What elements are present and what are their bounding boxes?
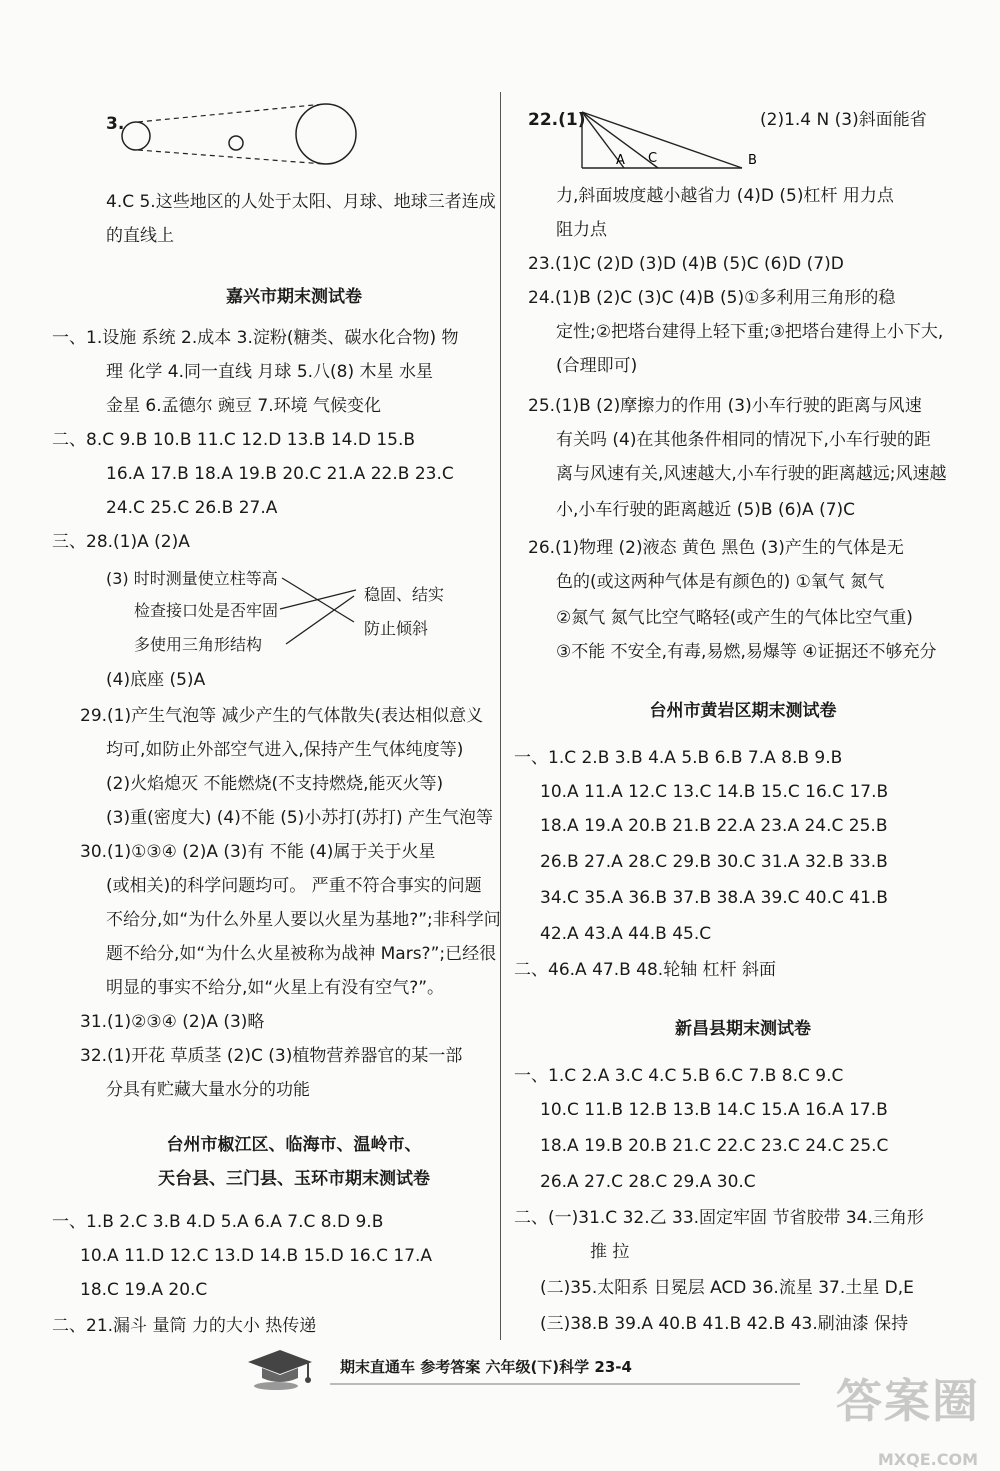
right-line: 26.A 27.C 28.C 29.A 30.C [540, 1172, 756, 1192]
left-line: 题不给分,如“为什么火星被称为战神 Mars?”;已经很 [106, 944, 497, 964]
right-line: 34.C 35.A 36.B 37.B 38.A 39.C 40.C 41.B [540, 888, 888, 908]
match-left-item: 检查接口处是否牢固 [134, 601, 279, 620]
left-line: 24.C 25.C 26.B 27.A [106, 498, 278, 518]
left-line: 10.A 11.D 12.C 13.D 14.B 15.D 16.C 17.A [80, 1246, 433, 1266]
footer-rule [330, 1383, 800, 1385]
left-line: 16.A 17.B 18.A 19.B 20.C 21.A 22.B 23.C [106, 464, 454, 484]
section-title-huangyan: 台州市黄岩区期末测试卷 [649, 701, 837, 721]
right-line: 10.A 11.A 12.C 13.C 14.B 15.C 16.C 17.B [540, 782, 889, 802]
earth-circle [122, 122, 150, 150]
section-title-xinchang: 新昌县期末测试卷 [675, 1019, 811, 1039]
ray-top [138, 104, 324, 122]
sun-moon-earth-diagram [118, 100, 358, 160]
left-line: 理 化学 4.同一直线 月球 5.八(8) 木星 水星 [106, 362, 433, 382]
q22-label: 22.(1) [528, 110, 586, 130]
right-line: 力,斜面坡度越小越省力 (4)D (5)杠杆 用力点 [556, 186, 894, 206]
left-line: 4.C 5.这些地区的人处于太阳、月球、地球三者连成 [106, 192, 496, 212]
left-line: 不给分,如“为什么外星人要以火星为基地?”;非科学问 [106, 910, 501, 930]
right-line: 10.C 11.B 12.B 13.B 14.C 15.A 16.A 17.B [540, 1100, 888, 1120]
match-right-item: 稳固、结实 [364, 585, 445, 604]
left-line: (3)重(密度大) (4)不能 (5)小苏打(苏打) 产生气泡等 [106, 808, 493, 828]
left-line: 29.(1)产生气泡等 减少产生的气体散失(表达相似意义 [80, 706, 484, 726]
incline-triangle-diagram [580, 108, 760, 172]
right-line: 二、46.A 47.B 48.轮轴 杠杆 斜面 [514, 960, 777, 980]
left-line: 的直线上 [106, 226, 174, 246]
right-line: ②氮气 氮气比空气略轻(或产生的气体比空气重) [556, 608, 913, 628]
right-line: (合理即可) [556, 356, 638, 376]
left-line: 32.(1)开花 草质茎 (2)C (3)植物营养器官的某一部 [80, 1046, 463, 1066]
watermark-url: MXQE.COM [877, 1450, 978, 1469]
right-line: 有关吗 (4)在其他条件相同的情况下,小车行驶的距 [556, 430, 931, 450]
match-right-item: 防止倾斜 [364, 619, 429, 638]
section-title-jiaxing: 嘉兴市期末测试卷 [226, 287, 362, 307]
left-line: 均可,如防止外部空气进入,保持产生气体纯度等) [106, 740, 464, 760]
column-divider [500, 92, 501, 1340]
watermark: 答案圈 [836, 1374, 980, 1428]
left-line: 明显的事实不给分,如“火星上有没有空气?”。 [106, 978, 445, 998]
matching-lines [88, 560, 388, 660]
right-line: 一、1.C 2.A 3.C 4.C 5.B 6.C 7.B 8.C 9.C [514, 1066, 844, 1086]
right-line: 26.B 27.A 28.C 29.B 30.C 31.A 32.B 33.B [540, 852, 888, 872]
incline-label-c: C [648, 151, 658, 166]
left-line: 18.C 19.A 20.C [80, 1280, 208, 1300]
right-line: 42.A 43.A 44.B 45.C [540, 924, 712, 944]
left-line: 三、28.(1)A (2)A [52, 532, 190, 552]
right-line: (三)38.B 39.A 40.B 41.B 42.B 43.刷油漆 保持 [540, 1314, 909, 1334]
section-title-taizhou-multi-2: 天台县、三门县、玉环市期末测试卷 [158, 1169, 430, 1189]
q3-label: 3. [106, 114, 125, 134]
match-left-item: 多使用三角形结构 [134, 635, 263, 654]
left-line: (4)底座 (5)A [106, 670, 206, 690]
page-footer [220, 1350, 800, 1390]
right-line: 阻力点 [556, 220, 607, 240]
right-line: 18.A 19.A 20.B 21.B 22.A 23.A 24.C 25.B [540, 816, 888, 836]
left-line: 金星 6.孟德尔 豌豆 7.环境 气候变化 [106, 396, 382, 416]
graduation-cap-icon [240, 1344, 320, 1390]
right-line: 定性;②把塔台建得上轻下重;③把塔台建得上小下大, [556, 322, 944, 342]
right-line: 二、(一)31.C 32.乙 33.固定牢固 节省胶带 34.三角形 [514, 1208, 924, 1228]
right-line: 24.(1)B (2)C (3)C (4)B (5)①多利用三角形的稳 [528, 288, 896, 308]
right-line: 色的(或这两种气体是有颜色的) ①氧气 氮气 [556, 572, 885, 592]
left-line: 30.(1)①③④ (2)A (3)有 不能 (4)属于关于火星 [80, 842, 436, 862]
right-line: (二)35.太阳系 日冕层 ACD 36.流星 37.土星 D,E [540, 1278, 914, 1298]
right-line: 推 拉 [590, 1242, 630, 1262]
match-left-item: (3) 时时测量使立柱等高 [106, 569, 278, 588]
incline-label-a: A [616, 153, 625, 168]
right-line: ③不能 不安全,有毒,易燃,易爆等 ④证据还不够充分 [556, 642, 937, 662]
left-line: 31.(1)②③④ (2)A (3)略 [80, 1012, 265, 1032]
footer-text: 期末直通车 参考答案 六年级(下)科学 23-4 [340, 1358, 632, 1376]
right-line: (2)1.4 N (3)斜面能省 [760, 110, 927, 130]
right-line: 18.A 19.B 20.B 21.C 22.C 23.C 24.C 25.C [540, 1136, 889, 1156]
moon-circle [229, 136, 243, 150]
right-line: 26.(1)物理 (2)液态 黄色 黑色 (3)产生的气体是无 [528, 538, 904, 558]
left-line: 二、21.漏斗 量筒 力的大小 热传递 [52, 1316, 317, 1336]
left-line: (或相关)的科学问题均可。 严重不符合事实的问题 [106, 876, 482, 896]
right-line: 25.(1)B (2)摩擦力的作用 (3)小车行驶的距离与风速 [528, 396, 922, 416]
ray-bottom [138, 150, 324, 164]
sun-circle [296, 104, 356, 164]
section-title-taizhou-multi-1: 台州市椒江区、临海市、温岭市、 [166, 1135, 422, 1155]
right-line: 离与风速有关,风速越大,小车行驶的距离越远;风速越 [556, 464, 947, 484]
incline-label-b: B [748, 153, 757, 168]
left-line: 一、1.B 2.C 3.B 4.D 5.A 6.A 7.C 8.D 9.B [52, 1212, 384, 1232]
right-line: 一、1.C 2.B 3.B 4.A 5.B 6.B 7.A 8.B 9.B [514, 748, 843, 768]
left-line: 分具有贮藏大量水分的功能 [106, 1080, 310, 1100]
right-line: 23.(1)C (2)D (3)D (4)B (5)C (6)D (7)D [528, 254, 844, 274]
left-line: 二、8.C 9.B 10.B 11.C 12.D 13.B 14.D 15.B [52, 430, 416, 450]
left-line: (2)火焰熄灭 不能燃烧(不支持燃烧,能灭火等) [106, 774, 444, 794]
right-line: 小,小车行驶的距离越近 (5)B (6)A (7)C [556, 500, 856, 520]
left-line: 一、1.设施 系统 2.成本 3.淀粉(糖类、碳水化合物) 物 [52, 328, 459, 348]
